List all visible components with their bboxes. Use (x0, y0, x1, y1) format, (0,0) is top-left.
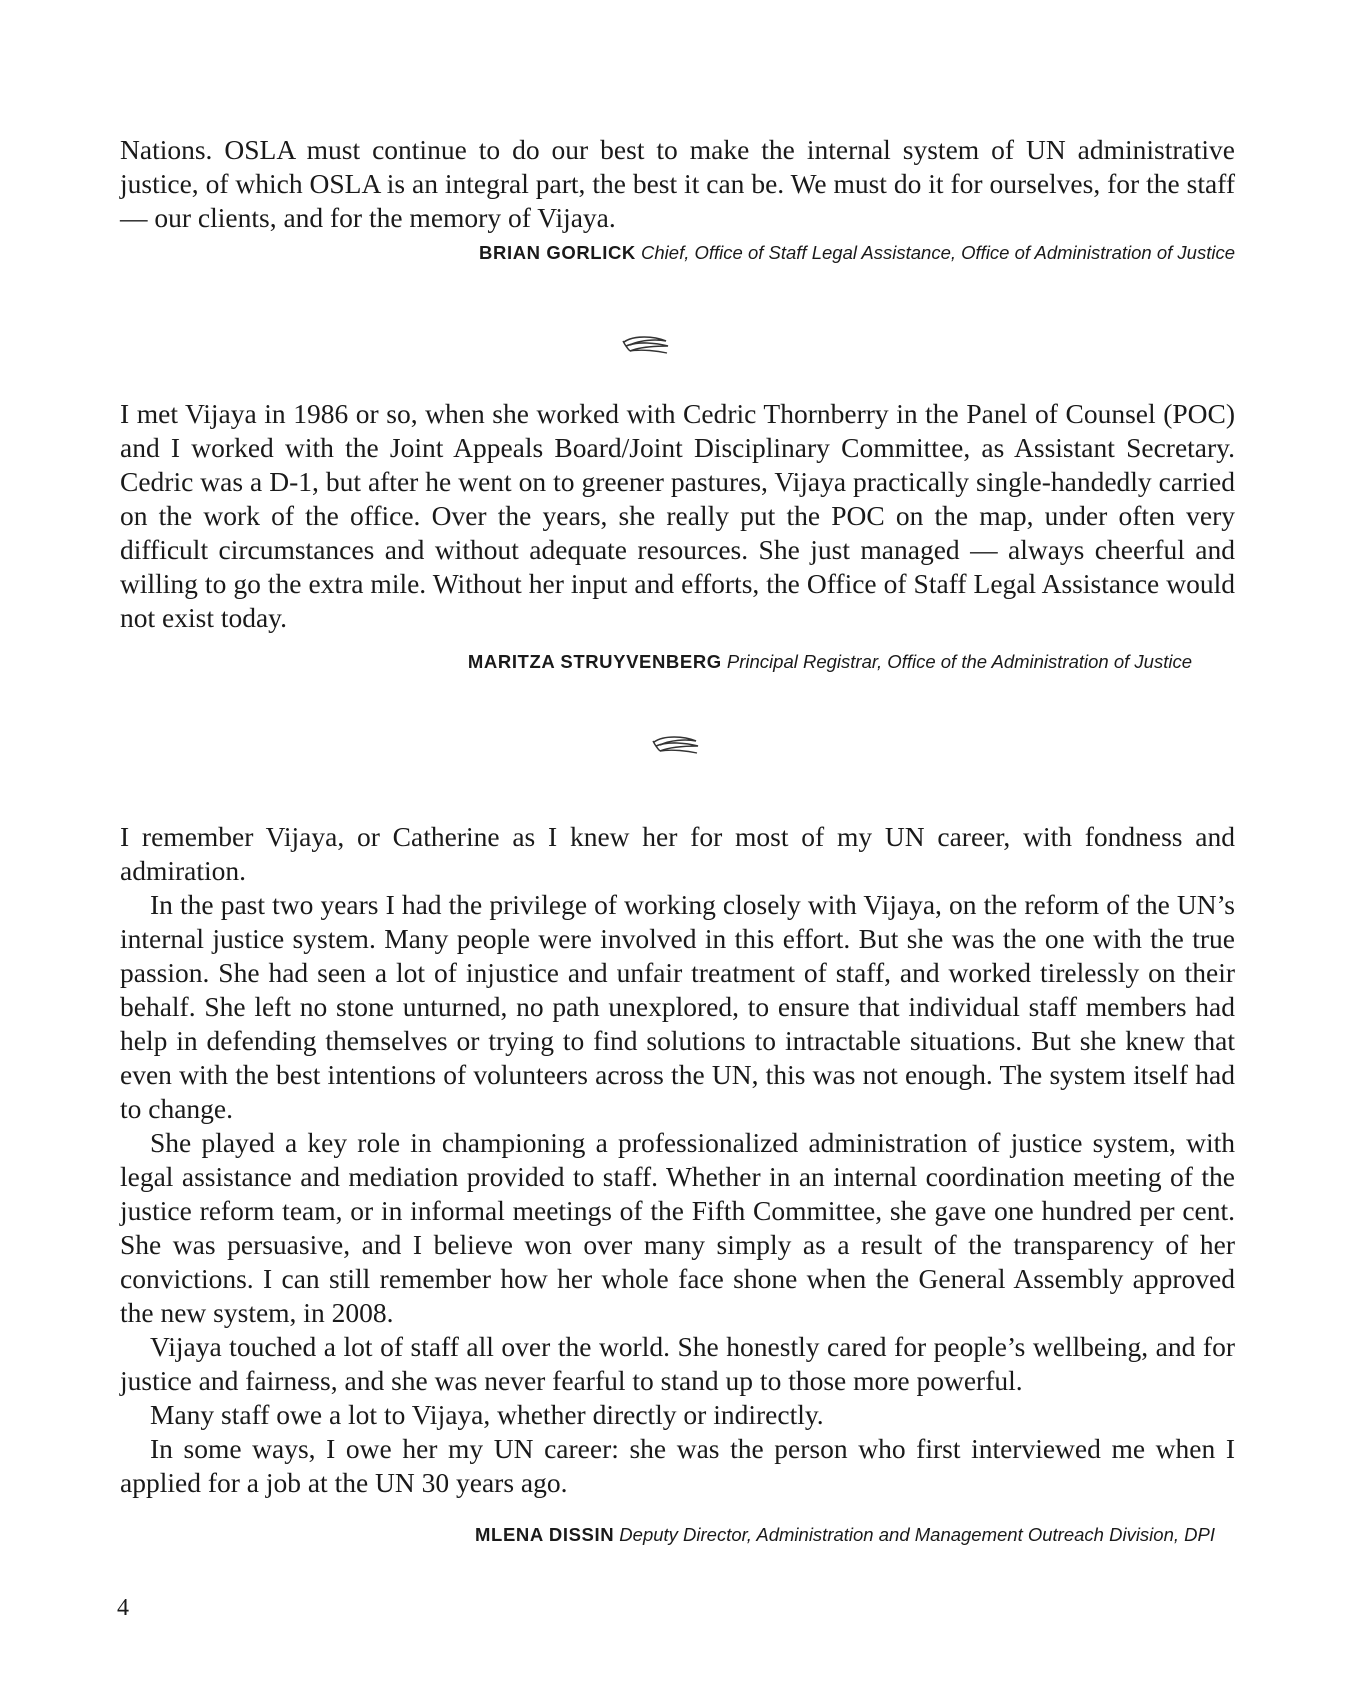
tribute-gorlick (120, 133, 1235, 235)
author-role: Deputy Director, Administration and Management Outreach Division, DPI (619, 1524, 1215, 1545)
tribute-paragraph: Vijaya touched a lot of staff all over the world. She honestly cared for people’s wellbeing, and for justice and fairness, and she was never fearful to stand up to those more powerful. (120, 1331, 1235, 1396)
tribute-paragraph: I remember Vijaya, or Catherine as I knew her for most of my UN career, with fondness and admiration. (120, 821, 1235, 886)
author-role: Principal Registrar, Office of the Administration of Justice (726, 651, 1192, 672)
tribute-paragraph: I met Vijaya in 1986 or so, when she worked with Cedric Thornberry in the Panel of Counsel (POC) and I worked with the Joint Appeals Board/Joint Disciplinary Committee, as Assistant Secretary. Cedric was a D-1, but after he went on to greener pastures, Vijaya practically single-handedly carried on the work of the office. Over the years, she really put the POC on the map, under often very difficult circumstances and without adequate resources. She just managed — always cheerful and willing to go the extra mile. Without her input and efforts, the Office of Staff Legal Assistance would not exist today. (120, 398, 1235, 633)
tribute-paragraph: In some ways, I owe her my UN career: she was the person who first interviewed me when I applied for a job at the UN 30 years ago. (120, 1433, 1235, 1498)
attribution-dissin (120, 1523, 1215, 1547)
author-name: MLENA DISSIN (475, 1524, 615, 1545)
author-name: MARITZA STRUYVENBERG (467, 651, 722, 672)
author-role: Chief, Office of Staff Legal Assistance, Office of Administration of Justice (641, 242, 1235, 263)
attribution-gorlick (120, 241, 1235, 265)
tribute-paragraph: Nations. OSLA must continue to do our best to make the internal system of UN administrative justice, of which OSLA is an integral part, the best it can be. We must do it for ourselves, for the staff — our clients, and for the memory of Vijaya. (120, 134, 1235, 233)
tribute-paragraph: She played a key role in championing a professionalized administration of justice system, with legal assistance and mediation provided to staff. Whether in an internal coordination meeting of the justice reform team, or in informal meetings of the Fifth Committee, she gave one hundred per cent. She was persuasive, and I believe won over many simply as a result of the transparency of her convictions. I can still remember how her whole face shone when the General Assembly approved the new system, in 2008. (120, 1127, 1235, 1328)
tribute-struyvenberg (120, 397, 1235, 635)
page-number: 4 (117, 1595, 129, 1621)
feather-flourish-icon (620, 333, 672, 359)
author-name: BRIAN GORLICK (479, 242, 636, 263)
attribution-struyvenberg (120, 650, 1192, 674)
tribute-paragraph: Many staff owe a lot to Vijaya, whether directly or indirectly. (150, 1399, 824, 1430)
feather-flourish-icon (650, 733, 702, 759)
tribute-dissin (120, 820, 1235, 1500)
tribute-paragraph: In the past two years I had the privilege of working closely with Vijaya, on the reform of the UN’s internal justice system. Many people were involved in this effort. But she was the one with the true passion. She had seen a lot of injustice and unfair treatment of staff, and worked tirelessly on their behalf. She left no stone unturned, no path unexplored, to ensure that individual staff members had help in defending themselves or trying to find solutions to intractable situations. But she knew that even with the best intentions of volunteers across the UN, this was not enough. The system itself had to change. (120, 889, 1235, 1124)
